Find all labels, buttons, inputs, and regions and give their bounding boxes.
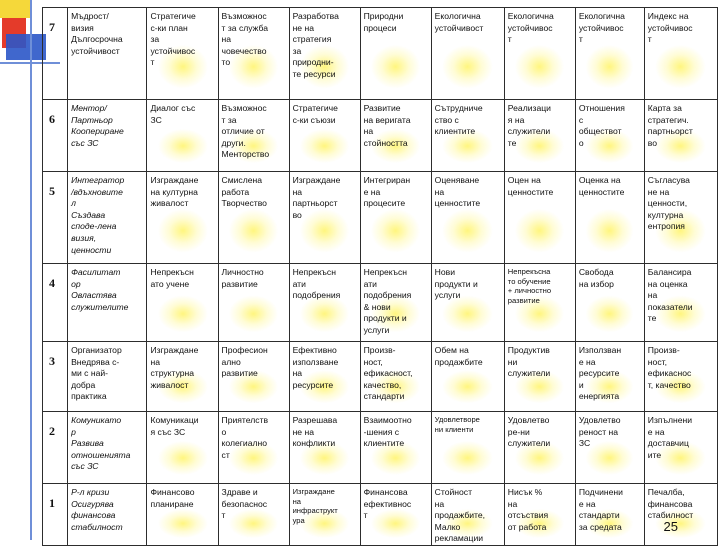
matrix-cell-text: Интегриран е на процесите — [363, 175, 411, 209]
matrix-cell-text: Индекс на устойчивос т — [647, 11, 693, 45]
matrix-cell-text: Разрешава не на конфликти — [292, 415, 338, 449]
matrix-cell-text: Екологична устойчивос т — [578, 11, 625, 45]
table-row — [43, 100, 718, 172]
matrix-cell — [575, 172, 644, 264]
matrix-cell-text: Екологична устойчивос т — [507, 11, 554, 45]
matrix-cell-text: Балансира на оценка на показатели те — [647, 267, 693, 324]
table-row — [43, 342, 718, 412]
matrix-cell — [147, 172, 218, 264]
matrix-cell — [289, 342, 360, 412]
matrix-cell — [360, 172, 431, 264]
matrix-cell-text: Финансово планиране — [150, 487, 195, 509]
matrix-cell-text: Изграждане на структурна живалост — [150, 345, 199, 390]
matrix-cell-text: Личностно развитие — [221, 267, 264, 289]
matrix-cell — [360, 342, 431, 412]
level-description — [68, 8, 147, 100]
matrix-cell — [147, 412, 218, 484]
matrix-cell-text: Изграждане на партньорст во — [292, 175, 341, 220]
decorative-vertical-line — [30, 0, 32, 540]
level-description-text: Комуникато р Развива отношенията със ЗС — [71, 415, 131, 472]
matrix-cell-text: Възможнос т за служба на човечество то — [221, 11, 269, 68]
matrix-cell-text: Използван е на ресурсите и енергията — [578, 345, 622, 402]
matrix-cell-text: Стойност на продажбите, Малко рекламации — [434, 487, 486, 544]
matrix-cell-text: Съгласува не на ценности, културна ентропия — [647, 175, 690, 232]
matrix-cell-text: Карта за стратегич. партньорст во — [647, 103, 693, 148]
matrix-cell — [504, 484, 575, 546]
matrix-cell — [218, 484, 289, 546]
matrix-cell — [218, 264, 289, 342]
matrix-cell-text: Непрекъсна то обучение + личностно развитие — [507, 267, 552, 305]
matrix-cell — [431, 342, 504, 412]
matrix-cell — [644, 264, 717, 342]
matrix-cell-text: Печалба, финансова стабилност — [647, 487, 694, 521]
level-description — [68, 342, 147, 412]
level-description — [68, 172, 147, 264]
matrix-cell-text: Възможнос т за отличие от други. Менторство — [221, 103, 270, 160]
matrix-cell — [504, 412, 575, 484]
matrix-cell-text: Удовлетво ре-ни служители — [507, 415, 551, 449]
level-number: 7 — [43, 8, 68, 100]
matrix-cell-text: Приятелств о колегиално ст — [221, 415, 269, 460]
matrix-cell — [575, 342, 644, 412]
matrix-cell-text: Удовлетворе ни клиенти — [434, 415, 480, 434]
matrix-cell — [218, 172, 289, 264]
table-row — [43, 8, 718, 100]
matrix-cell-text: Подчинени е на стандарти за средата — [578, 487, 623, 532]
matrix-cell — [147, 342, 218, 412]
matrix-cell — [360, 412, 431, 484]
matrix-cell-text: Оценяване на ценностите — [434, 175, 481, 209]
matrix-cell — [431, 8, 504, 100]
level-description — [68, 100, 147, 172]
matrix-cell-text: Нови продукти и услуги — [434, 267, 478, 301]
matrix-cell — [218, 8, 289, 100]
level-number: 5 — [43, 172, 68, 264]
matrix-cell-text: Непрекъсн ати подобрения — [292, 267, 341, 301]
matrix-cell — [644, 342, 717, 412]
matrix-cell-text: Непрекъсн ати подобрения & нови продукти и услуги — [363, 267, 412, 335]
matrix-cell-text: Изграждане на инфраструкт ура — [292, 487, 338, 525]
matrix-cell — [147, 8, 218, 100]
matrix-cell — [431, 484, 504, 546]
matrix-cell-text: Отношения с обществот о — [578, 103, 625, 148]
matrix-cell-text: Взаимоотно -шения с клиентите — [363, 415, 412, 449]
matrix-cell — [360, 8, 431, 100]
matrix-cell-text: Стратегиче с-ки съюзи — [292, 103, 338, 125]
level-number: 1 — [43, 484, 68, 546]
matrix-cell — [575, 264, 644, 342]
matrix-cell-text: Комуникаци я със ЗС — [150, 415, 199, 437]
level-description — [68, 412, 147, 484]
matrix-cell-text: Изграждане на културна живалост — [150, 175, 199, 209]
matrix-cell-text: Продуктив ни служители — [507, 345, 551, 379]
table-row — [43, 264, 718, 342]
matrix-cell-text: Здраве и безопаснос т — [221, 487, 268, 521]
matrix-cell — [289, 8, 360, 100]
level-description-text: Ментор/ Партньор Коопериране със ЗС — [71, 103, 124, 148]
matrix-cell — [644, 412, 717, 484]
matrix-cell-text: Непрекъсн ато учене — [150, 267, 194, 289]
matrix-cell — [575, 412, 644, 484]
level-description-text: Мъдрост/ визия Дългосрочна устойчивост — [71, 11, 123, 56]
matrix-cell-text: Произв- ност, ефикасност, качество, стандарти — [363, 345, 413, 402]
matrix-cell-text: Професион ално развитие — [221, 345, 268, 379]
matrix-cell — [644, 172, 717, 264]
decorative-blue-square — [6, 34, 46, 60]
decorative-yellow-square — [0, 0, 30, 18]
values-matrix-table — [42, 7, 718, 544]
level-number: 6 — [43, 100, 68, 172]
matrix-cell — [504, 264, 575, 342]
matrix-cell — [504, 342, 575, 412]
matrix-cell-text: Оценка на ценностите — [578, 175, 625, 197]
table-row — [43, 412, 718, 484]
matrix-cell — [289, 100, 360, 172]
level-description — [68, 264, 147, 342]
matrix-cell — [289, 412, 360, 484]
matrix-cell — [431, 264, 504, 342]
matrix-cell — [644, 8, 717, 100]
matrix-cell — [289, 172, 360, 264]
matrix-cell — [644, 484, 717, 546]
page-number: 25 — [663, 519, 678, 534]
level-number: 2 — [43, 412, 68, 484]
matrix-cell — [218, 412, 289, 484]
matrix-cell-text: Сътрудниче ство с клиентите — [434, 103, 483, 137]
matrix-cell — [504, 172, 575, 264]
table-row — [43, 172, 718, 264]
matrix-cell — [575, 100, 644, 172]
matrix-cell — [575, 8, 644, 100]
matrix-cell-text: Обем на продажбите — [434, 345, 483, 367]
matrix-cell — [289, 484, 360, 546]
matrix-cell — [575, 484, 644, 546]
matrix-cell — [360, 100, 431, 172]
matrix-cell-text: Нисък % на отсъствия от работа — [507, 487, 549, 532]
matrix-cell-text: Смислена работа Творчество — [221, 175, 267, 209]
matrix-cell — [431, 100, 504, 172]
matrix-cell — [504, 100, 575, 172]
matrix-cell — [147, 484, 218, 546]
matrix-cell-text: Произв- ност, ефикаснос т, качество — [647, 345, 692, 390]
level-number: 3 — [43, 342, 68, 412]
level-description-text: Р-л кризи Осигурява финансова стабилност — [71, 487, 123, 532]
matrix-cell-text: Развитие на веригата на стойността — [363, 103, 411, 148]
matrix-cell — [431, 412, 504, 484]
matrix-cell — [360, 484, 431, 546]
matrix-cell-text: Разработва не на стратегия за природни- те ресурси — [292, 11, 339, 79]
matrix-cell-text: Финансова ефективнос т — [363, 487, 412, 521]
matrix-cell — [289, 264, 360, 342]
matrix-cell — [644, 100, 717, 172]
level-number: 4 — [43, 264, 68, 342]
matrix-cell — [147, 100, 218, 172]
table-row — [43, 484, 718, 546]
matrix-cell — [360, 264, 431, 342]
matrix-cell-text: Природни процеси — [363, 11, 404, 33]
matrix-cell-text: Свобода на избор — [578, 267, 614, 289]
matrix-cell — [431, 172, 504, 264]
matrix-cell — [218, 342, 289, 412]
level-description — [68, 484, 147, 546]
matrix-cell-text: Изпълнени е на доставчиц ите — [647, 415, 693, 460]
matrix-cell — [504, 8, 575, 100]
matrix-cell-text: Екологична устойчивост — [434, 11, 484, 33]
level-description-text: Интегратор /вдъхновите л Създава споде-лена визия, ценности — [71, 175, 125, 255]
level-description-text: Организатор Внедрява с- ми с най- добра практика — [71, 345, 122, 402]
matrix-cell-text: Оцен на ценностите — [507, 175, 554, 197]
matrix-cell-text: Удовлетво реност на ЗС — [578, 415, 621, 449]
matrix-cell — [218, 100, 289, 172]
matrix-cell-text: Диалог със ЗС — [150, 103, 196, 125]
level-description-text: Фасилитат ор Овластява служителите — [71, 267, 129, 312]
matrix-cell-text: Стратегиче с-ки план за устойчивос т — [150, 11, 196, 68]
matrix-cell — [147, 264, 218, 342]
matrix-cell-text: Ефективно използване на ресурсите — [292, 345, 339, 390]
matrix-cell-text: Реализаци я на служители те — [507, 103, 551, 148]
